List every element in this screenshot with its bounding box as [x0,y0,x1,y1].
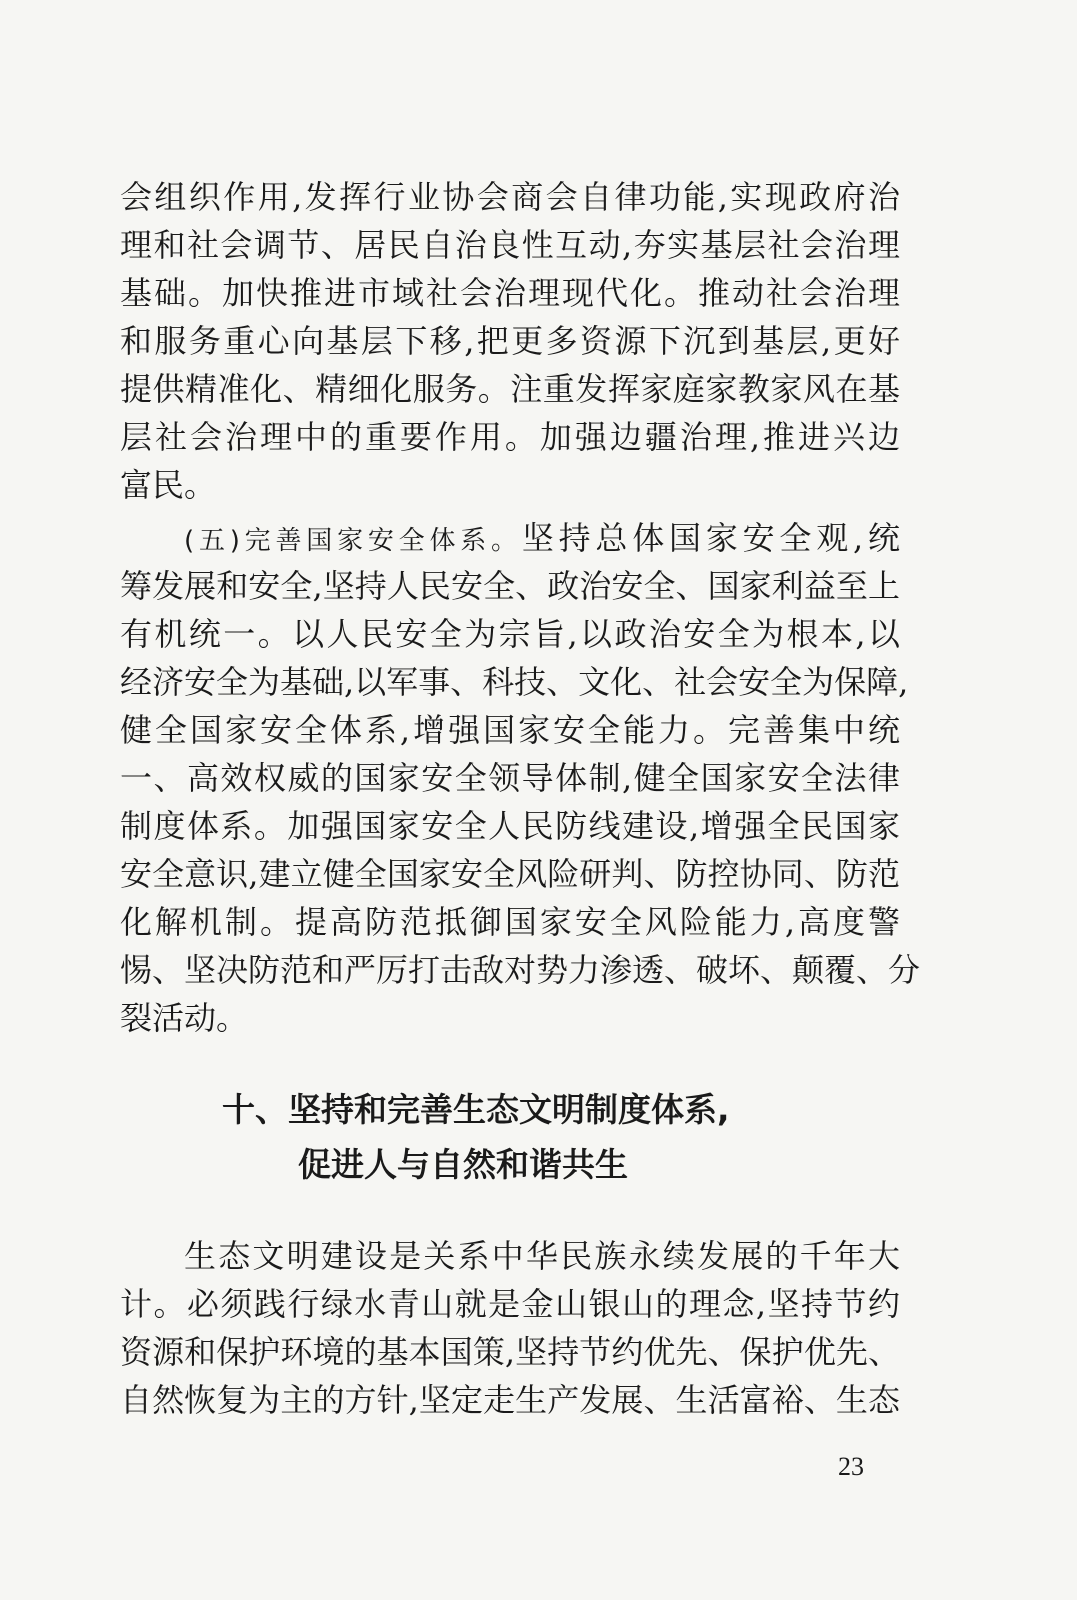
text-line: 裂活动。 [120,999,249,1037]
text-line-first [120,514,900,562]
text-line: 健全国家安全体系,增强国家安全能力。完善集中统 [120,711,900,749]
text-line: 层社会治理中的重要作用。加强边疆治理,推进兴边 [120,418,900,456]
text-line: 有机统一。以人民安全为宗旨,以政治安全为根本,以 [120,615,900,653]
chapter-heading-line-1: 十、坚持和完善生态文明制度体系, [222,1090,730,1129]
text-line: 化解机制。提高防范抵御国家安全风险能力,高度警 [120,903,900,941]
section-label: (五)完善国家安全体系。 [184,526,522,556]
text-line: 制度体系。加强国家安全人民防线建设,增强全民国家 [120,807,900,845]
paragraph-national-security [120,514,921,1042]
text-line: 惕、坚决防范和严厉打击敌对势力渗透、破坏、颠覆、分 [120,951,921,989]
text-line: 会组织作用,发挥行业协会商会自律功能,实现政府治 [120,178,900,216]
chapter-heading-line-2: 促进人与自然和谐共生 [298,1145,628,1184]
text-line: 提供精准化、精细化服务。注重发挥家庭家教家风在基 [120,370,900,408]
text-line: 生态文明建设是关系中华民族永续发展的千年大 [184,1237,900,1275]
text-line: 基础。加快推进市域社会治理现代化。推动社会治理 [120,274,900,312]
text-line: 和服务重心向基层下移,把更多资源下沉到基层,更好 [120,322,900,360]
text-line: 安全意识,建立健全国家安全风险研判、防控协同、防范 [120,855,900,893]
text-line: 理和社会调节、居民自治良性互动,夯实基层社会治理 [120,226,900,264]
text-line: 经济安全为基础,以军事、科技、文化、社会安全为保障, [120,663,909,701]
paragraph-social-governance [120,173,900,509]
page-number: 23 [838,1452,864,1481]
paragraph-ecological-civilization [120,1232,900,1424]
text-line: 自然恢复为主的方针,坚定走生产发展、生活富裕、生态 [120,1381,900,1419]
text-line: 资源和保护环境的基本国策,坚持节约优先、保护优先、 [120,1333,900,1371]
text-line: 一、高效权威的国家安全领导体制,健全国家安全法律 [120,759,900,797]
text-line: 计。必须践行绿水青山就是金山银山的理念,坚持节约 [120,1285,900,1323]
text-span: 坚持总体国家安全观,统 [521,519,900,557]
text-line: 筹发展和安全,坚持人民安全、政治安全、国家利益至上 [120,567,900,605]
text-line: 富民。 [120,466,217,504]
